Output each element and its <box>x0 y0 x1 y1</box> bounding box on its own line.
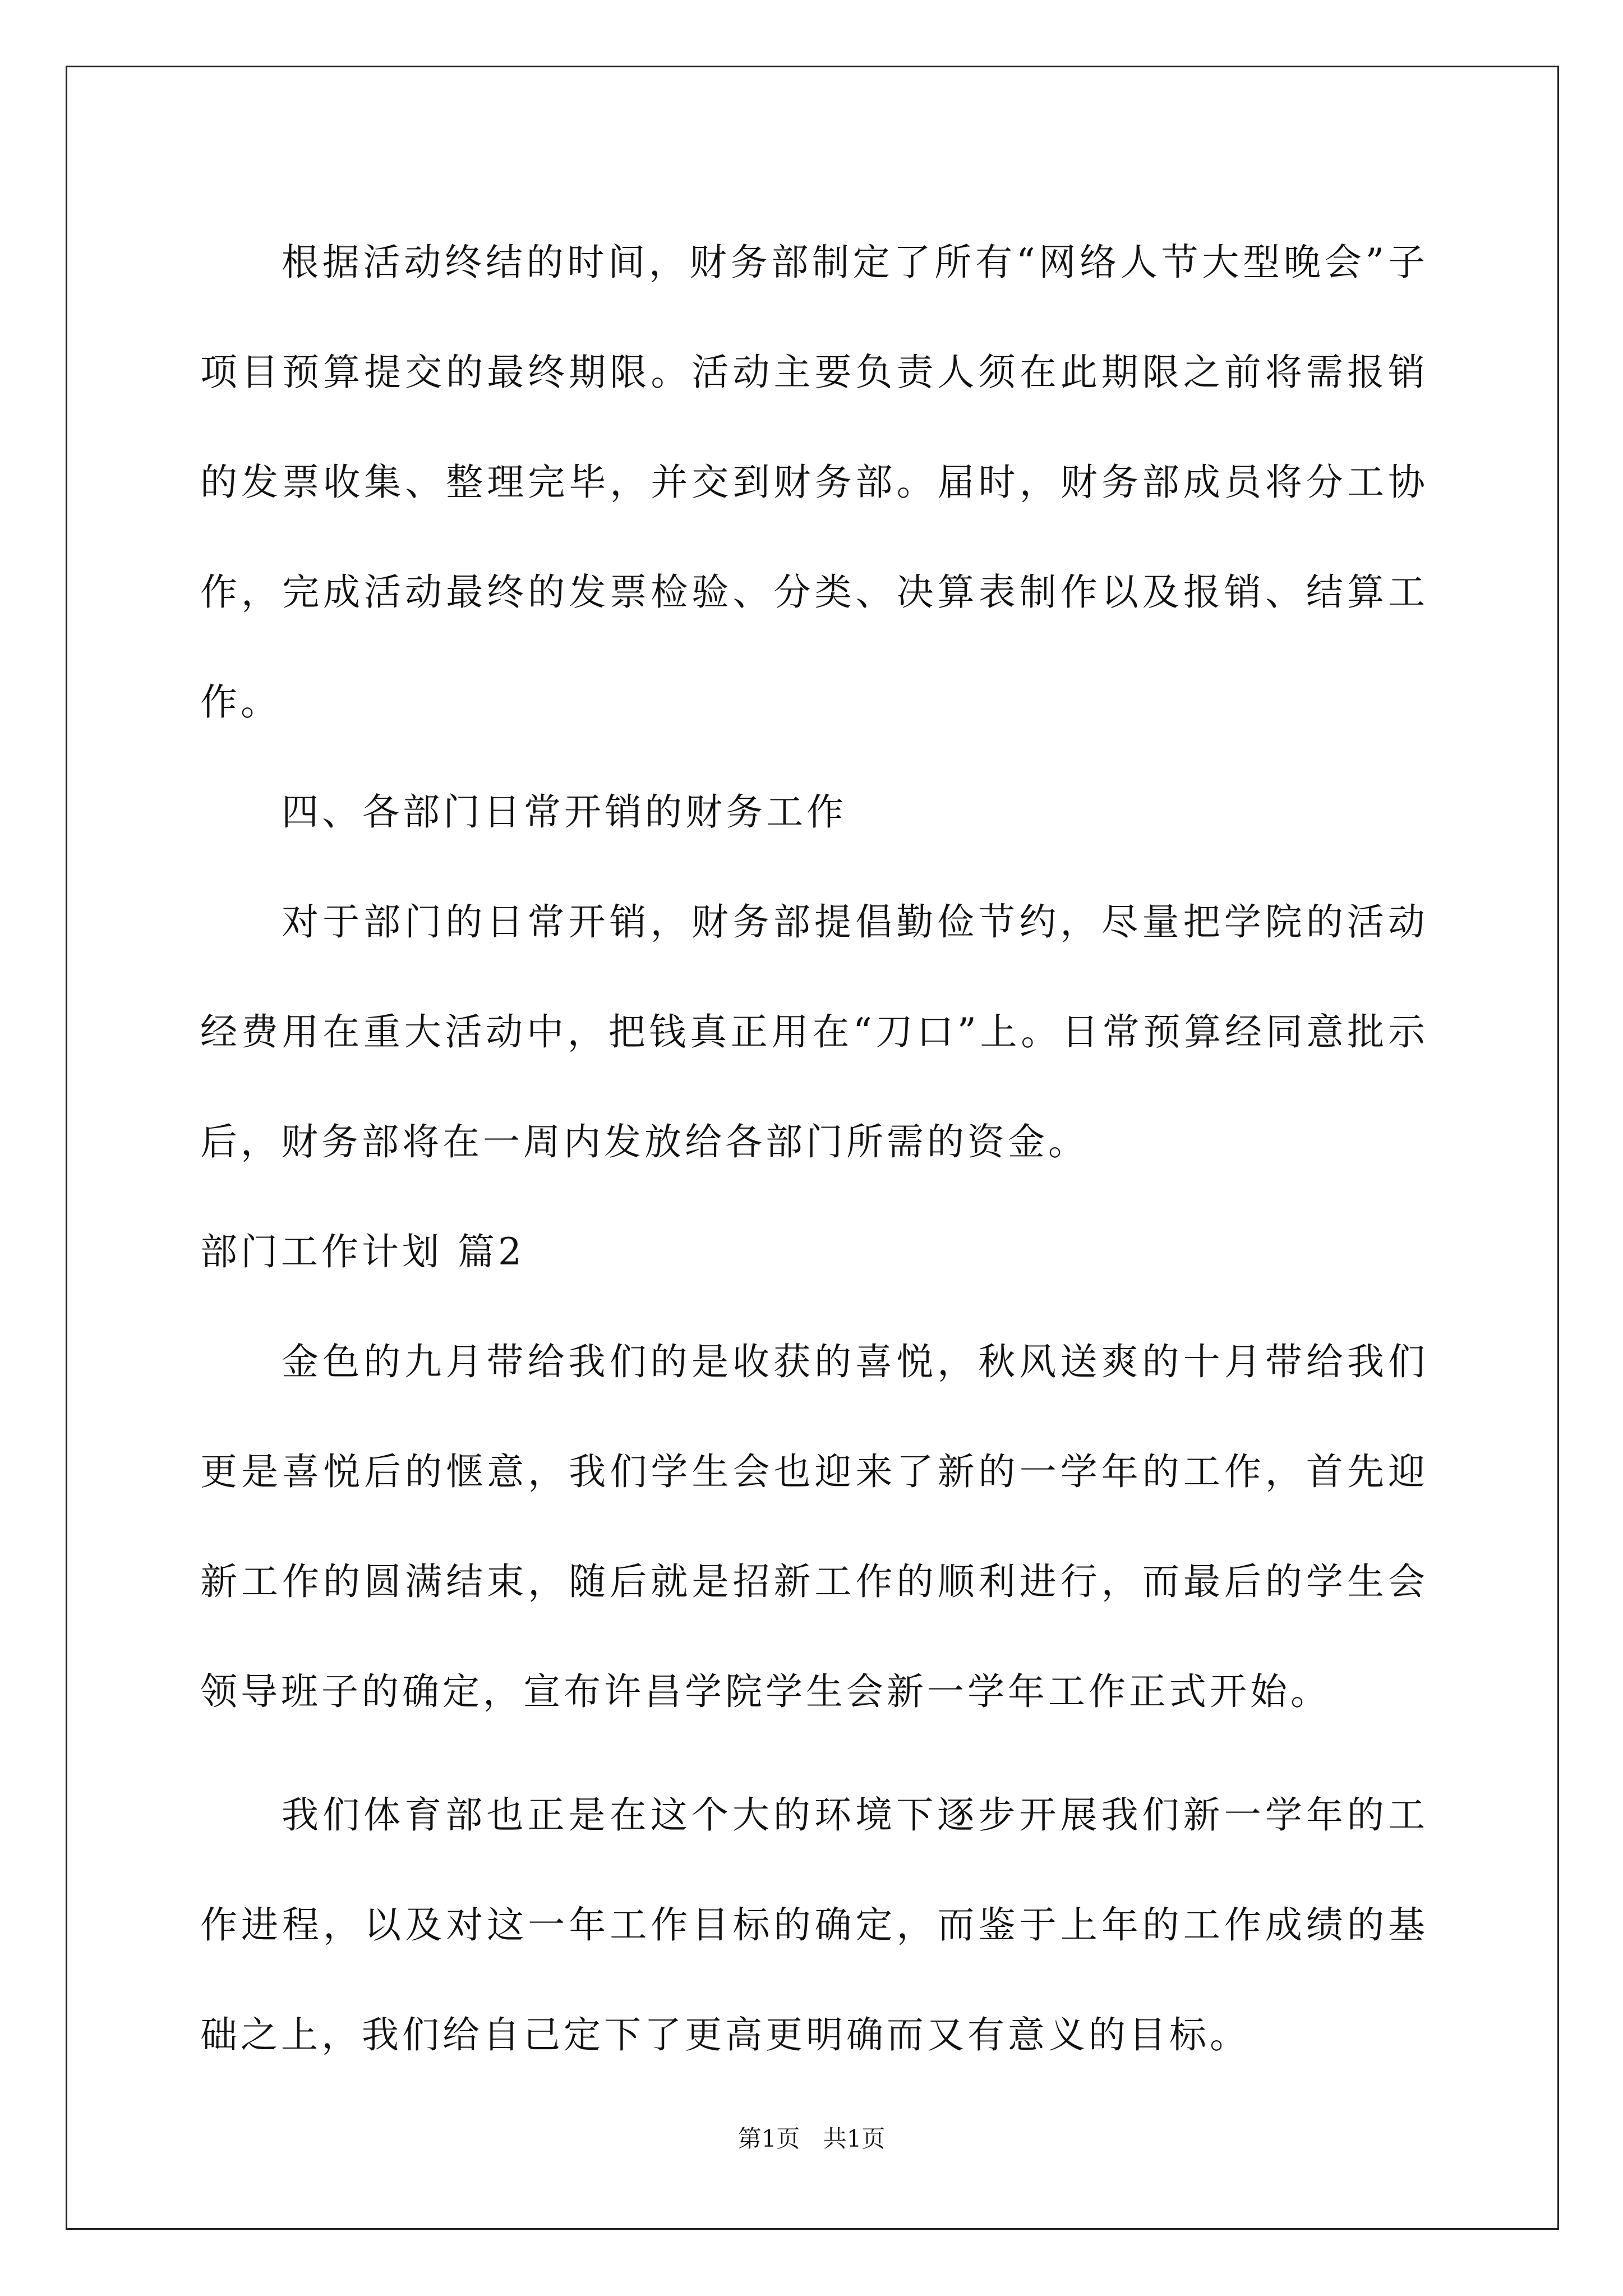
paragraph-daily-expenses: 对于部门的日常开销，财务部提倡勤俭节约，尽量把学院的活动经费用在重大活动中，把钱真正用在“刀口”上。日常预算经同意批示后，财务部将在一周内发放给各部门所需的资金。 <box>200 900 1428 1163</box>
page-number: 第1页 <box>737 2125 800 2152</box>
paragraph-sports-department: 我们体育部也正是在这个大的环境下逐步开展我们新一学年的工作进程，以及对这一年工作目标的确定，而鉴于上年的工作成绩的基础之上，我们给自己定下了更高更明确而又有意义的目标。 <box>200 1793 1428 2056</box>
page-footer <box>0 2125 1623 2153</box>
page-total: 共1页 <box>823 2125 886 2152</box>
article-title-part-2: 部门工作计划 篇2 <box>200 1230 525 1273</box>
section-heading-daily-expenses: 四、各部门日常开销的财务工作 <box>282 790 847 834</box>
document-body <box>200 208 1428 2090</box>
paragraph-budget-deadline: 根据活动终结的时间，财务部制定了所有“网络人节大型晚会”子项目预算提交的最终期限。活动主要负责人须在此期限之前将需报销的发票收集、整理完毕，并交到财务部。届时，财务部成员将分工协作，完成活动最终的发票检验、分类、决算表制作以及报销、结算工作。 <box>200 241 1428 724</box>
paragraph-autumn-intro: 金色的九月带给我们的是收获的喜悦，秋风送爽的十月带给我们更是喜悦后的惬意，我们学生会也迎来了新的一学年的工作，首先迎新工作的圆满结束，随后就是招新工作的顺利进行，而最后的学生会领导班子的确定，宣布许昌学院学生会新一学年工作正式开始。 <box>200 1340 1428 1713</box>
